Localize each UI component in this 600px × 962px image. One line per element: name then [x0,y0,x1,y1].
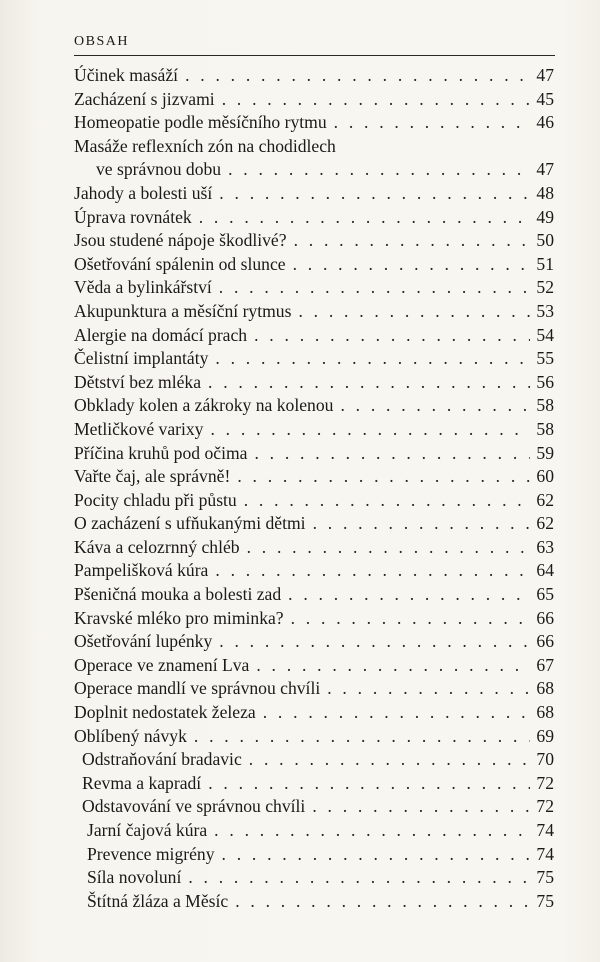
toc-entry [74,890,554,914]
toc-entry [74,111,554,135]
toc-entry-page: 49 [536,206,554,227]
toc-entry-title: Akupunktura a měsíční rytmus [74,300,292,321]
toc-entry-title: Ošetřování lupénky [74,631,213,652]
toc-entry [74,253,554,277]
toc-entry-page: 47 [536,65,554,85]
header-rule [74,55,555,56]
toc-entry [74,583,554,607]
toc-entry-title: Masáže reflexních zón na chodidlech [74,135,336,156]
toc-entry-title: Prevence migrény [87,843,215,864]
toc-entry-page: 67 [536,654,554,675]
toc-entry [74,701,554,725]
dot-leader [334,111,530,135]
toc-entry [74,536,554,560]
dot-leader [214,819,530,843]
toc-entry [74,748,554,772]
toc-entry [74,442,554,466]
toc-entry-page: 68 [536,678,554,699]
toc-entry-title: Obklady kolen a zákroky na kolenou [74,395,334,416]
toc-entry [74,512,554,536]
toc-entry [74,772,554,796]
toc-entry-page: 48 [536,182,554,203]
toc-entry-page: 60 [536,466,554,487]
toc-entry-title: Pampelišková kúra [74,560,209,581]
toc-entry-page: 70 [536,749,554,770]
dot-leader [215,347,530,371]
toc-entry-page: 72 [536,772,554,793]
toc-entry-title: Jsou studené nápoje škodlivé? [74,230,287,251]
dot-leader [291,607,530,631]
toc-entry-title: Ošetřování spálenin od slunce [74,253,286,274]
toc-entry-page: 66 [536,631,554,652]
toc-entry [74,677,554,701]
dot-leader [219,182,530,206]
toc-entry-page: 52 [536,277,554,298]
dot-leader [185,64,530,88]
dot-leader [256,654,530,678]
toc-entry [74,229,554,253]
toc-entry-page: 68 [536,702,554,723]
dot-leader [235,890,530,914]
toc-entry-title: Účinek masáží [74,65,179,85]
toc-entry [74,158,554,182]
toc-entry-title: Štítná žláza a Měsíc [87,890,229,911]
toc-entry [74,88,554,112]
toc-entry-page: 63 [536,536,554,557]
dot-leader [263,701,530,725]
toc-entry-page: 65 [536,584,554,605]
toc-entry [74,843,554,867]
toc-entry [74,559,554,583]
toc-entry [74,300,554,324]
toc-entry-page: 56 [536,371,554,392]
toc-entry-title: Příčina kruhů pod očima [74,442,248,463]
toc-entry-page: 62 [536,489,554,510]
dot-leader [219,276,530,300]
toc-entry-page: 64 [536,560,554,581]
toc-entry-page: 54 [536,324,554,345]
toc-entry [74,64,554,88]
toc-entry-page: 74 [536,843,554,864]
toc-entry-title: Homeopatie podle měsíčního rytmu [74,112,327,133]
toc-entry [74,276,554,300]
dot-leader [294,229,530,253]
dot-leader [254,442,530,466]
toc-entry [74,347,554,371]
toc-entry-title: Zacházení s jizvami [74,88,215,109]
toc-entry [74,607,554,631]
dot-leader [247,536,530,560]
dot-leader [312,795,530,819]
dot-leader [298,300,530,324]
toc-entry-title: Úprava rovnátek [74,206,192,227]
toc-entry-title: Odstraňování bradavic [82,749,242,770]
toc-entry-title: Čelistní implantáty [74,348,209,369]
toc-entry-page: 59 [536,442,554,463]
toc-entry-page: 72 [536,796,554,817]
toc-entry-title: Doplnit nedostatek železa [74,702,256,723]
toc-entry-page: 75 [536,867,554,888]
toc-entry-page: 58 [536,418,554,439]
dot-leader [208,772,530,796]
toc-entry [74,418,554,442]
toc-entry [74,725,554,749]
dot-leader [222,843,530,867]
toc-entry-title: Metličkové varixy [74,418,204,439]
dot-leader [293,253,530,277]
toc-entry-title: Síla novoluní [87,867,182,888]
toc-entry-title: Jahody a bolesti uší [74,182,213,203]
toc-entry [74,324,554,348]
toc-entry-page: 51 [536,253,554,274]
toc-entry-title: Pšeničná mouka a bolesti zad [74,584,282,605]
toc-entry [74,135,554,159]
toc-entry-title: Pocity chladu při půstu [74,489,237,510]
toc-entry-page: 62 [536,513,554,534]
toc-entry [74,371,554,395]
table-of-contents [74,64,554,913]
dot-leader [219,630,530,654]
toc-entry-page: 47 [536,159,554,180]
toc-entry-title: Operace ve znamení Lva [74,654,250,675]
dot-leader [194,725,530,749]
toc-entry-page: 55 [536,348,554,369]
toc-entry-page: 46 [536,112,554,133]
toc-entry-page: 50 [536,230,554,251]
dot-leader [208,371,530,395]
toc-entry-title: Vařte čaj, ale správně! [74,466,231,487]
toc-entry [74,394,554,418]
dot-leader [222,88,530,112]
toc-entry-page: 53 [536,300,554,321]
toc-entry-page: 66 [536,607,554,628]
toc-entry [74,654,554,678]
toc-entry-page: 69 [536,725,554,746]
page-header: OBSAH [74,34,129,49]
dot-leader [327,677,530,701]
toc-entry-page: 74 [536,820,554,840]
dot-leader [199,206,530,230]
toc-entry [74,795,554,819]
dot-leader [215,559,530,583]
toc-entry-title: Dětství bez mléka [74,371,202,392]
dot-leader [244,489,530,513]
toc-entry [74,630,554,654]
toc-entry [74,489,554,513]
toc-entry-title: Oblíbený návyk [74,725,187,746]
dot-leader [254,324,530,348]
toc-entry [74,465,554,489]
dot-leader [210,418,530,442]
toc-entry-title: ve správnou dobu [96,159,222,180]
toc-entry [74,206,554,230]
toc-entry-page: 58 [536,395,554,416]
toc-entry-page: 75 [536,890,554,911]
dot-leader [288,583,530,607]
toc-entry-title: Jarní čajová kúra [87,820,208,840]
dot-leader [237,465,530,489]
toc-entry-title: Operace mandlí ve správnou chvíli [74,678,321,699]
toc-entry [74,819,554,843]
toc-entry-title: Odstavování ve správnou chvíli [82,796,306,817]
dot-leader [188,866,530,890]
toc-entry-title: Revma a kapradí [82,772,202,793]
dot-leader [313,512,530,536]
toc-entry-title: O zacházení s ufňukanými dětmi [74,513,306,534]
toc-entry [74,182,554,206]
dot-leader [340,394,530,418]
toc-entry-title: Alergie na domácí prach [74,324,248,345]
toc-entry-title: Kravské mléko pro miminka? [74,607,284,628]
dot-leader [249,748,530,772]
toc-entry-page: 45 [536,88,554,109]
toc-entry-title: Káva a celozrnný chléb [74,536,240,557]
toc-entry-title: Věda a bylinkářství [74,277,212,298]
toc-entry [74,866,554,890]
dot-leader [228,158,530,182]
